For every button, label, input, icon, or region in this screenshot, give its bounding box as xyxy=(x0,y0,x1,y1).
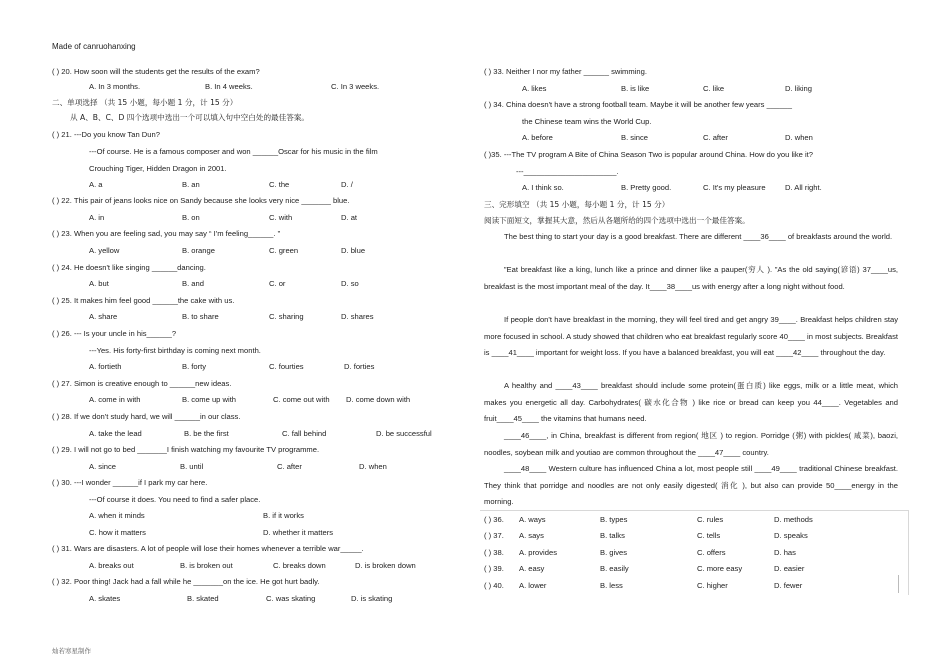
question-34 xyxy=(484,100,792,109)
question-35-line-2: ---______________________. xyxy=(516,167,619,176)
option-c[interactable]: C. tells xyxy=(697,531,721,540)
answer-blank[interactable]: ( ) 20. xyxy=(52,67,72,76)
option-b[interactable]: B. an xyxy=(182,180,200,189)
option-a[interactable]: A. come in with xyxy=(89,395,141,404)
option-a[interactable]: A. ways xyxy=(519,515,546,524)
answer-blank[interactable]: ( ) 37. xyxy=(484,531,504,540)
answer-blank[interactable]: ( ) 25. xyxy=(52,296,72,305)
answer-blank[interactable]: ( ) 21. xyxy=(52,130,72,139)
option-b[interactable]: B. forty xyxy=(182,362,207,371)
question-31 xyxy=(52,544,364,553)
option-b[interactable]: B. be the first xyxy=(184,429,229,438)
question-29 xyxy=(52,445,319,454)
option-b[interactable]: B. skated xyxy=(187,594,219,603)
option-c[interactable]: C. like xyxy=(703,84,725,93)
answer-blank[interactable]: ( ) 33. xyxy=(484,67,504,76)
answer-blank[interactable]: ( ) 36. xyxy=(484,515,504,524)
question-21-line-2: ---Of course. He is a famous composer and won ______Oscar for his music in the film xyxy=(89,147,378,156)
question-text: ---I wonder ______if I park my car here. xyxy=(73,478,208,487)
answer-blank[interactable]: ( ) 39. xyxy=(484,564,504,573)
option-c[interactable]: C. or xyxy=(269,279,286,288)
question-21-line-3: Crouching Tiger, Hidden Dragon in 2001. xyxy=(89,164,227,173)
question-text: Simon is creative enough to ______new ideas. xyxy=(73,379,232,388)
question-32 xyxy=(52,577,320,586)
answer-blank[interactable]: ( ) 34. xyxy=(484,100,504,109)
answer-blank[interactable]: ( )35. xyxy=(484,150,502,159)
question-34-line-2: the Chinese team wins the World Cup. xyxy=(522,117,652,126)
question-21 xyxy=(52,130,160,139)
option-d[interactable]: D. is broken down xyxy=(355,561,416,570)
option-a[interactable]: A. I think so. xyxy=(522,183,564,192)
option-d[interactable]: D. come down with xyxy=(346,395,411,404)
option-a[interactable]: A. in xyxy=(89,213,105,222)
question-text: If we don't study hard, we will ______in our class. xyxy=(73,412,241,421)
option-d[interactable]: D. blue xyxy=(341,246,366,255)
question-27 xyxy=(52,379,231,388)
passage-paragraph-3: If people don't have breakfast in the morning, they will feel tired and get angry 39____. Breakfast helps children stay more focused in school. A study showed that children who eat breakfast regularly score 40____ in most subjects. Breakfast is ____41____ important for weight loss. If you have a balanced breakfast, you will eat ____42____ throughout the day. xyxy=(484,315,898,357)
option-b[interactable]: B. and xyxy=(182,279,204,288)
question-35 xyxy=(484,150,813,159)
option-c[interactable]: C. with xyxy=(269,213,293,222)
option-b[interactable]: B. is broken out xyxy=(180,561,233,570)
option-c[interactable]: C. more easy xyxy=(697,564,743,573)
question-30 xyxy=(52,478,207,487)
option-a[interactable]: A. yellow xyxy=(89,246,120,255)
option-d[interactable]: D. easier xyxy=(774,564,805,573)
option-a[interactable]: A. since xyxy=(89,462,117,471)
section-3-title: 三、完形填空 （共 15 小题，每小题 1 分，计 15 分） xyxy=(484,200,670,209)
question-22 xyxy=(52,196,349,205)
option-d[interactable]: D. All right. xyxy=(785,183,822,192)
answer-blank[interactable]: ( ) 30. xyxy=(52,478,72,487)
option-b[interactable]: B. talks xyxy=(600,531,625,540)
option-b[interactable]: B. on xyxy=(182,213,200,222)
option-a[interactable]: A. says xyxy=(519,531,544,540)
option-c[interactable]: C. It's my pleasure xyxy=(703,183,766,192)
question-text: Poor thing! Jack had a fall while he _______on the ice. He got hurt badly. xyxy=(73,577,320,586)
answer-blank[interactable]: ( ) 40. xyxy=(484,581,504,590)
passage-paragraph-2: ”Eat breakfast like a king, lunch like a prince and dinner like a pauper(穷人 ). ”As the old saying(谚语) 37____us, breakfast is the most important meal of the day. It____38____us with energy after a long night without food. xyxy=(484,265,898,291)
passage-paragraph-5: ____46____, in China, breakfast is different from region( 地区 ) to region. Porridge (粥) with pickles( 咸菜), baozi, noodles, soybean milk and youtiao are common throughout the ____47____ country. xyxy=(484,431,898,457)
question-text: ---Do you know Tan Dun? xyxy=(73,130,160,139)
question-23 xyxy=(52,229,280,238)
answer-blank[interactable]: ( ) 28. xyxy=(52,412,72,421)
option-c[interactable]: C. after xyxy=(277,462,302,471)
answer-row-39 xyxy=(484,564,894,574)
question-text: This pair of jeans looks nice on Sandy because she looks very nice _______ blue. xyxy=(73,196,350,205)
option-a[interactable]: A. a xyxy=(89,180,103,189)
option-c[interactable]: C. was skating xyxy=(266,594,316,603)
answer-blank[interactable]: ( ) 32. xyxy=(52,577,72,586)
option-d[interactable]: D. speaks xyxy=(774,531,808,540)
question-20 xyxy=(52,67,260,76)
question-text: How soon will the students get the results of the exam? xyxy=(73,67,260,76)
option-c[interactable]: C. after xyxy=(703,133,728,142)
option-d[interactable]: D. whether it matters xyxy=(263,528,334,537)
option-a[interactable]: A. when it minds xyxy=(89,511,145,520)
question-26-line-2: ---Yes. His forty-first birthday is coming next month. xyxy=(89,346,261,355)
option-a[interactable]: A. In 3 months. xyxy=(89,82,141,91)
answer-blank[interactable]: ( ) 22. xyxy=(52,196,72,205)
question-text: Wars are disasters. A lot of people will lose their homes whenever a terrible war_____. xyxy=(73,544,364,553)
option-a[interactable]: A. share xyxy=(89,312,118,321)
option-d[interactable]: D. / xyxy=(341,180,353,189)
option-d[interactable]: D. liking xyxy=(785,84,813,93)
answer-blank[interactable]: ( ) 23. xyxy=(52,229,72,238)
question-text: China doesn't have a strong football team. Maybe it will be another few years ______ xyxy=(505,100,792,109)
option-d[interactable]: D. when xyxy=(785,133,813,142)
question-25 xyxy=(52,296,234,305)
option-a[interactable]: A. fortieth xyxy=(89,362,122,371)
section-2-instructions: 从 A、B、C、D 四个选项中选出一个可以填入句中空白处的最佳答案。 xyxy=(70,113,310,122)
option-c[interactable]: C. fourties xyxy=(269,362,304,371)
answer-blank[interactable]: ( ) 29. xyxy=(52,445,72,454)
option-b[interactable]: B. since xyxy=(621,133,649,142)
option-c[interactable]: C. green xyxy=(269,246,299,255)
section-2-title: 二、单项选择 （共 15 小题，每小题 1 分，计 15 分） xyxy=(52,98,238,107)
option-b[interactable]: B. if it works xyxy=(263,511,304,520)
question-text: ---The TV program A Bite of China Season Two is popular around China. How do you like it? xyxy=(503,150,813,159)
option-a[interactable]: A. take the lead xyxy=(89,429,142,438)
document-footer: 灿若寒星制作 xyxy=(52,647,91,655)
answer-row-36 xyxy=(484,515,894,525)
question-24 xyxy=(52,263,206,272)
option-c[interactable]: C. fall behind xyxy=(282,429,327,438)
option-a[interactable]: A. but xyxy=(89,279,109,288)
answer-blank[interactable]: ( ) 24. xyxy=(52,263,72,272)
option-b[interactable]: B. is like xyxy=(621,84,650,93)
option-b[interactable]: B. easily xyxy=(600,564,629,573)
option-b[interactable]: B. orange xyxy=(182,246,215,255)
option-b[interactable]: B. types xyxy=(600,515,628,524)
option-d[interactable]: D. fewer xyxy=(774,581,803,590)
option-c[interactable]: C. In 3 weeks. xyxy=(331,82,380,91)
option-c[interactable]: C. offers xyxy=(697,548,726,557)
option-c[interactable]: C. come out with xyxy=(273,395,330,404)
option-a[interactable]: A. breaks out xyxy=(89,561,134,570)
option-b[interactable]: B. until xyxy=(180,462,204,471)
question-text: It makes him feel good ______the cake with us. xyxy=(73,296,235,305)
option-c[interactable]: C. rules xyxy=(697,515,724,524)
passage-paragraph-6: ____48____ Western culture has influenced China a lot, most people still ____49____ traditional Chinese breakfast. They think that porridge and noodles are not only easily digested( 消化 ), but also can provide 50____energy in the morning. xyxy=(484,464,898,506)
option-b[interactable]: B. Pretty good. xyxy=(621,183,672,192)
passage-paragraph-4: A healthy and ____43____ breakfast should include some protein(蛋白质) like eggs, milk or a little meat, which makes you energetic all day. Carbohydrates( 碳水化合物 ) like rice or bread can keep you 44____. Vegetables and fruit____45____ the vitamins that humans need. xyxy=(484,381,898,423)
question-text: --- Is your uncle in his______? xyxy=(73,329,177,338)
question-text: Neither I nor my father ______ swimming. xyxy=(505,67,647,76)
option-b[interactable]: B. to share xyxy=(182,312,219,321)
option-a[interactable]: A. easy xyxy=(519,564,545,573)
option-b[interactable]: B. less xyxy=(600,581,623,590)
option-a[interactable]: A. lower xyxy=(519,581,547,590)
answer-blank[interactable]: ( ) 38. xyxy=(484,548,504,557)
option-d[interactable]: D. forties xyxy=(344,362,375,371)
option-c[interactable]: C. the xyxy=(269,180,290,189)
option-b[interactable]: B. In 4 weeks. xyxy=(205,82,253,91)
option-a[interactable]: A. likes xyxy=(522,84,547,93)
answer-row-37 xyxy=(484,531,894,541)
option-b[interactable]: B. come up with xyxy=(182,395,237,404)
option-a[interactable]: A. before xyxy=(522,133,553,142)
passage-paragraph-1: The best thing to start your day is a good breakfast. There are different ____36____ of breakfasts around the world. xyxy=(504,232,893,241)
option-c[interactable]: C. breaks down xyxy=(273,561,326,570)
section-3-instructions: 阅读下面短文，掌握其大意，然后从各题所给的四个选项中选出一个最佳答案。 xyxy=(484,216,750,225)
answer-blank[interactable]: ( ) 26. xyxy=(52,329,72,338)
option-d[interactable]: D. so xyxy=(341,279,359,288)
question-text: I will not go to bed _______I finish watching my favourite TV programme. xyxy=(73,445,320,454)
option-d[interactable]: D. methods xyxy=(774,515,813,524)
option-c[interactable]: C. sharing xyxy=(269,312,304,321)
option-b[interactable]: B. gives xyxy=(600,548,628,557)
option-d[interactable]: D. shares xyxy=(341,312,374,321)
question-text: When you are feeling sad, you may say “ I'm feeling______. ” xyxy=(73,229,281,238)
document-header: Made of canruohanxing xyxy=(52,42,136,51)
question-30-line-2: ---Of course it does. You need to find a safer place. xyxy=(89,495,261,504)
answer-blank[interactable]: ( ) 27. xyxy=(52,379,72,388)
option-d[interactable]: D. when xyxy=(359,462,387,471)
answer-row-40 xyxy=(484,581,894,591)
table-edge-tick xyxy=(898,575,899,593)
answer-row-38 xyxy=(484,548,894,558)
question-26 xyxy=(52,329,176,338)
question-33 xyxy=(484,67,647,76)
question-28 xyxy=(52,412,240,421)
option-d[interactable]: D. be successful xyxy=(376,429,432,438)
option-d[interactable]: D. is skating xyxy=(351,594,393,603)
option-d[interactable]: D. has xyxy=(774,548,796,557)
question-text: He doesn't like singing ______dancing. xyxy=(73,263,206,272)
answer-blank[interactable]: ( ) 31. xyxy=(52,544,72,553)
option-c[interactable]: C. higher xyxy=(697,581,728,590)
option-c[interactable]: C. how it matters xyxy=(89,528,146,537)
option-a[interactable]: A. provides xyxy=(519,548,557,557)
option-d[interactable]: D. at xyxy=(341,213,358,222)
option-a[interactable]: A. skates xyxy=(89,594,121,603)
